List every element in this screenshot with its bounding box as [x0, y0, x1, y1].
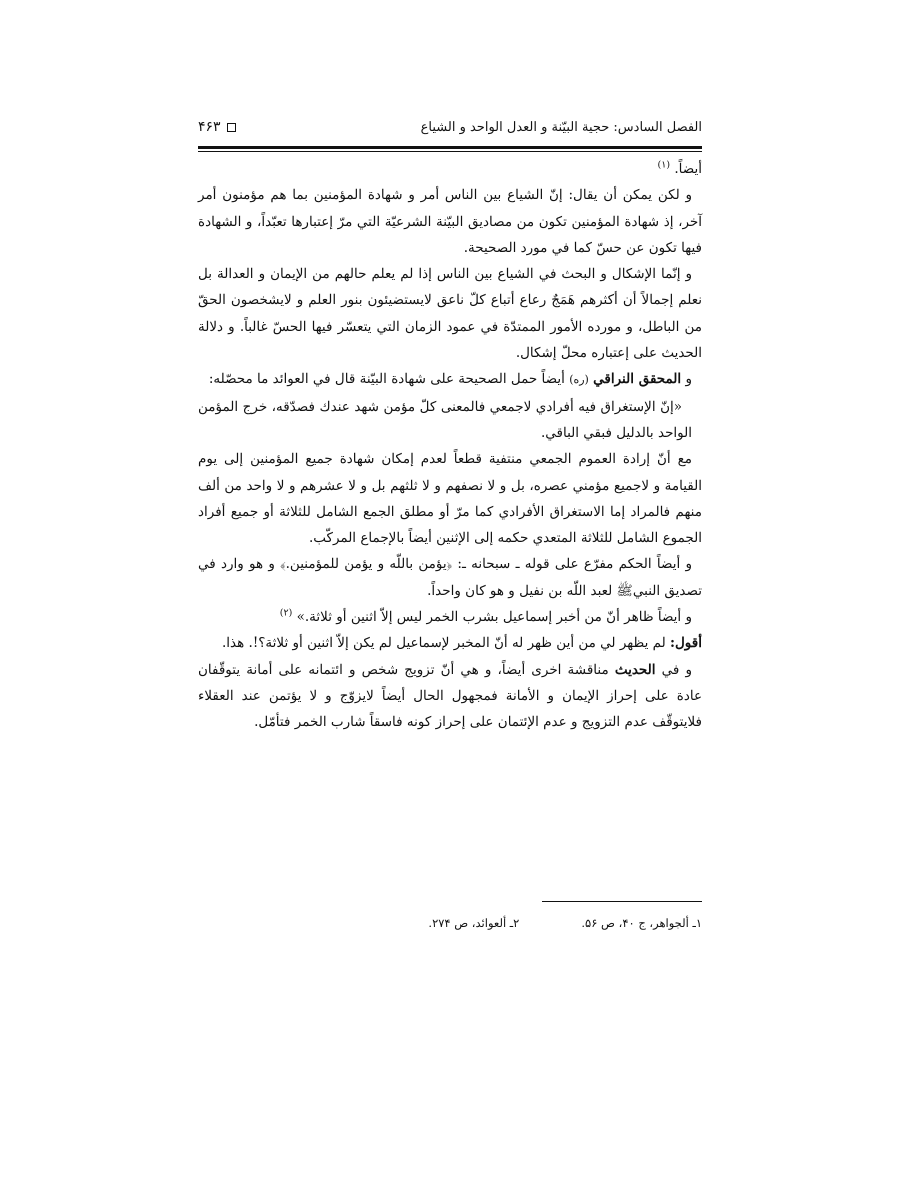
paragraph-3-text: أيضاً حمل الصحيحة على شهادة البيّنة قال في العوائد ما محصّله: — [208, 371, 565, 388]
paragraph-8 — [198, 630, 702, 656]
footnotes — [198, 916, 702, 930]
paragraph-5: مع أنّ إرادة العموم الجمعي منتفية قطعاً لعدم إمكان شهادة جميع المؤمنين إلى يوم القيامة و لاجميع مؤمني عصره، بل و لا نصفهم و لا ثلثهم بل و لا عشرهم و لا واحد من ألف منهم فالمراد إما الاستغراق الأفرادي كما مرّ أو مطلق الجمع الشامل للثلاثة أو جميع أفراد الجموع الشامل للثلاثة المتعدي حكمه إلى الإثنين أيضاً بالإجماع المركّب. — [198, 451, 702, 547]
paragraph-3-intro: و — [685, 371, 692, 388]
square-bullet-icon — [227, 123, 236, 132]
scholar-name: المحقق النراقي — [593, 371, 682, 388]
footnote-1: ۱ـ ألجواهر، ج ۴۰، ص ۵۶. — [581, 916, 702, 930]
page-number-group — [198, 119, 236, 135]
footnote-ref-1: (۱) — [657, 159, 671, 171]
footnote-rule — [542, 901, 702, 902]
paragraph-0-text: أيضاً. — [674, 161, 702, 177]
header-rule-thin — [198, 151, 702, 152]
body-text — [198, 156, 702, 736]
page-number: ۴۶۳ — [198, 119, 221, 135]
paragraph-1: و لكن يمكن أن يقال: إنّ الشياع بين الناس أمر و شهادة المؤمنين بما هم مؤمنون أمر آخر، إذ شهادة المؤمنين تكون من مصاديق البيّنة الشرعيّة التي مرّ إعتبارها تعبّداً، و الشهادة فيها تكون عن حسّ كما في مورد الصحيحة. — [198, 187, 702, 256]
chapter-title: الفصل السادس: حجية البيّنة و العدل الواحد و الشياع — [420, 119, 702, 135]
paragraph-7 — [198, 604, 702, 630]
paragraph-9 — [198, 657, 702, 736]
hadith-label: الحديث — [614, 661, 656, 678]
paragraph-6: و أيضاً الحكم مفرّع على قوله ـ سبحانه ـ: ﴿يؤمن باللّه و يؤمن للمؤمنين.﴾ و هو وارد في تصديق النبيﷺ لعبد اللّه بن نفيل و هو كان واحداً. — [198, 556, 702, 599]
running-header — [198, 112, 702, 142]
book-page — [198, 112, 702, 930]
paragraph-9-intro: و في — [661, 661, 692, 678]
paragraph-7-text: و أيضاً ظاهر أنّ من أخبر إسماعيل بشرب الخمر ليس إلاّ اثنين أو ثلاثة.» — [296, 609, 692, 626]
paragraph-0 — [198, 156, 702, 182]
footnote-2: ۲ـ ألعوائد، ص ۲۷۴. — [428, 916, 520, 930]
header-rule-thick — [198, 146, 702, 149]
paragraph-3 — [198, 366, 702, 393]
footnote-ref-2: (۲) — [279, 607, 293, 619]
paragraph-2: و إنّما الإشكال و البحث في الشياع بين الناس إذا لم يعلم حالهم من الإيمان و العدالة بل نعلم إجمالاً أن أكثرهم هَمَجٌ رعاع أتباع كلّ ناعق لايستضيئون بنور العلم و لايشخصون الحقّ من الباطل، و مورده الأمور الممتدّة في عمود الزمان التي يتعسّر فيها الحسّ غالباً. و دلالة الحديث على إعتباره محلّ إشكال. — [198, 266, 702, 362]
paragraph-9-text: مناقشة اخرى أيضاً، و هي أنّ تزويج شخص و ائتمانه على أمانة يتوقّفان عادة على إحراز الإيمان و الأمانة فمجهول الحال أيضاً لايزوّج و لا يؤتمن عند العقلاء فلايتوقّف عدم التزويج و عدم الإئتمان على إحراز كونه فاسقاً شارب الخمر فتأمّل. — [198, 661, 702, 731]
quote-paragraph-1: «إنّ الإستغراق فيه أفرادي لاجمعي فالمعنى كلّ مؤمن شهد عندك فصدّقه، خرج المؤمن الواحد بالدليل فبقي الباقي. — [198, 398, 692, 441]
aqul-label: أقول: — [670, 635, 702, 652]
honorific: (ره) — [569, 373, 589, 387]
paragraph-8-text: لم يظهر لي من أين ظهر له أنّ المخبر لإسماعيل لم يكن إلاّ اثنين أو ثلاثة؟!. هذا. — [222, 635, 666, 652]
